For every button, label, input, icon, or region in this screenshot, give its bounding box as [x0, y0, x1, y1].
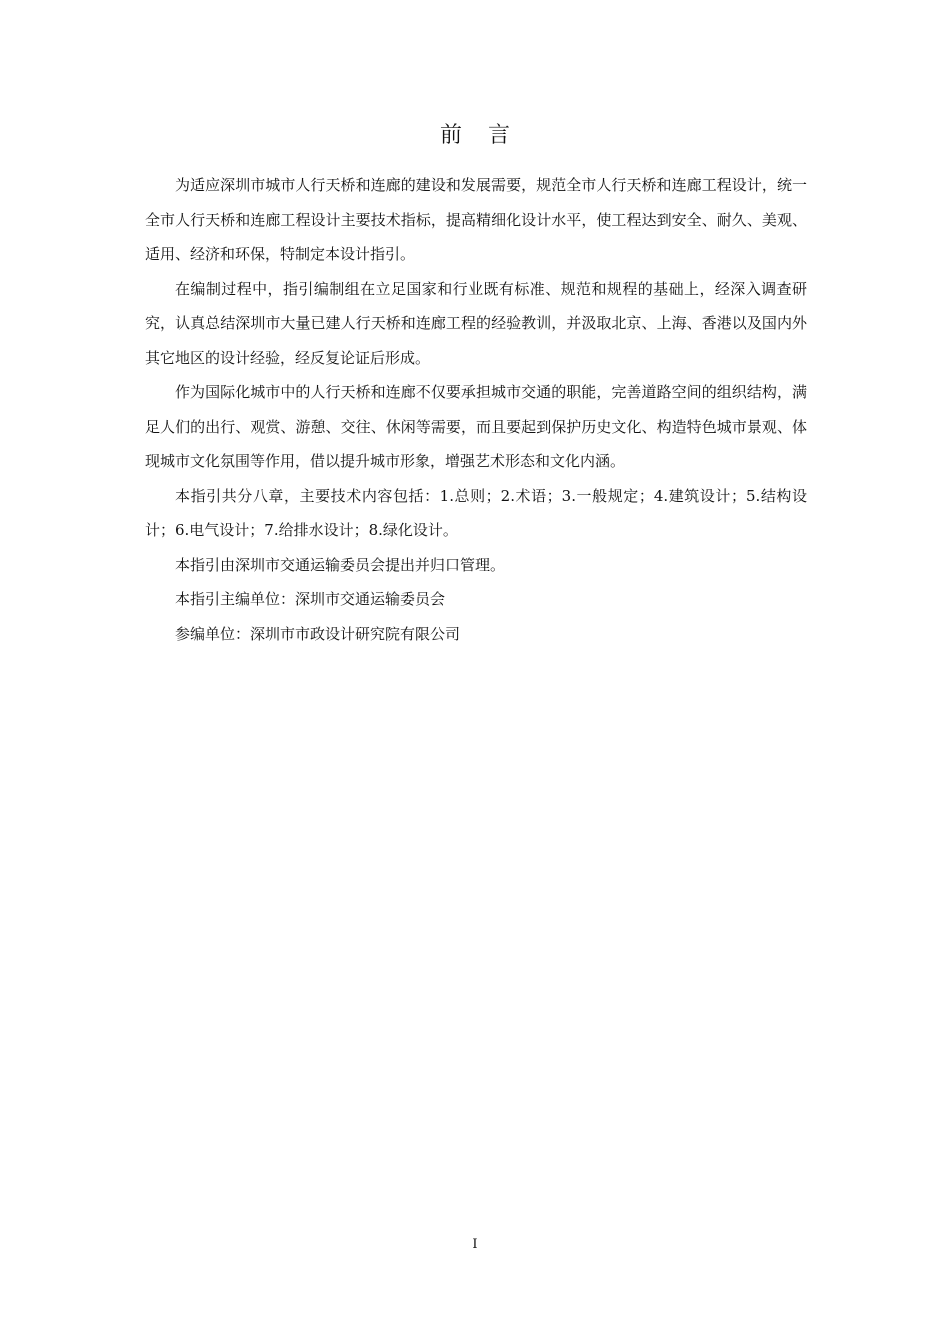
paragraph-chapters: 本指引共分八章，主要技术内容包括：1.总则；2.术语；3.一般规定；4.建筑设计；5.结构设计；6.电气设计；7.给排水设计；8.绿化设计。 — [145, 486, 807, 539]
paragraph-co-editor: 参编单位：深圳市市政设计研究院有限公司 — [175, 624, 461, 643]
paragraph-role: 作为国际化城市中的人行天桥和连廊不仅要承担城市交通的职能，完善道路空间的组织结构，满足人们的出行、观赏、游憩、交往、休闲等需要，而且要起到保护历史文化、构造特色城市景观、体现城市文化氛围等作用，借以提升城市形象，增强艺术形态和文化内涵。 — [145, 383, 807, 470]
preface-body — [145, 168, 807, 651]
page-title: 前言 — [439, 123, 536, 148]
paragraph-chief-editor: 本指引主编单位：深圳市交通运输委员会 — [175, 590, 446, 608]
paragraph-management: 本指引由深圳市交通运输委员会提出并归口管理。 — [175, 555, 506, 574]
paragraph-process: 在编制过程中，指引编制组在立足国家和行业既有标准、规范和规程的基础上，经深入调查研究，认真总结深圳市大量已建人行天桥和连廊工程的经验教训，并汲取北京、上海、香港以及国内外其它地区的设计经验，经反复论证后形成。 — [145, 279, 807, 367]
page-number: I — [472, 1237, 478, 1252]
paragraph-purpose: 为适应深圳市城市人行天桥和连廊的建设和发展需要，规范全市人行天桥和连廊工程设计，统一全市人行天桥和连廊工程设计主要技术指标，提高精细化设计水平，使工程达到安全、耐久、美观、适用、经济和环保，特制定本设计指引。 — [145, 176, 807, 263]
